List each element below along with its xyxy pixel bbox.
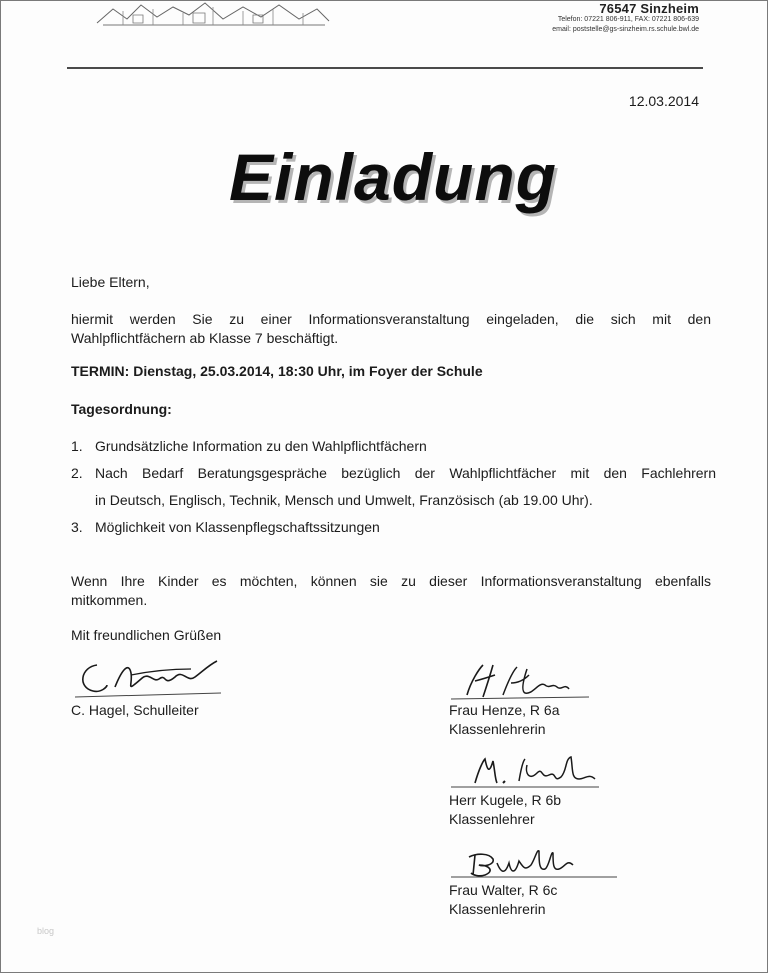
signature-kugele-handwriting	[449, 751, 619, 791]
signature-henze-name: Frau Henze, R 6a	[449, 702, 560, 718]
signature-henze-handwriting	[449, 661, 619, 701]
signature-block-walter	[449, 843, 619, 919]
agenda-item	[71, 433, 716, 460]
watermark: blog	[37, 926, 55, 936]
signature-principal-handwriting	[71, 657, 231, 701]
school-email: email: poststelle@gs-sinzheim.rs.schule.bwl.de	[552, 26, 699, 33]
intro-line-1: hiermit werden Sie zu einer Informationsveranstaltung eingeladen, die sich mit den	[71, 311, 711, 327]
signature-block-principal	[71, 657, 231, 720]
agenda-item-number: 2.	[71, 465, 83, 481]
school-building-sketch	[93, 1, 333, 27]
signature-henze-role: Klassenlehrerin	[449, 721, 546, 737]
signature-kugele-name: Herr Kugele, R 6b	[449, 792, 562, 808]
signature-walter-handwriting	[449, 843, 619, 881]
closing-line-2: mitkommen.	[71, 592, 148, 608]
agenda-heading: Tagesordnung:	[71, 401, 172, 417]
agenda-item-text-continued: in Deutsch, Englisch, Technik, Mensch und Umwelt, Französisch (ab 19.00 Uhr).	[95, 492, 593, 508]
closing-line-1: Wenn Ihre Kinder es möchten, können sie zu dieser Informationsveranstaltung ebenfalls	[71, 573, 711, 589]
signature-walter-role: Klassenlehrerin	[449, 901, 546, 917]
agenda-list	[71, 433, 716, 541]
agenda-item	[71, 460, 716, 514]
signature-block-henze	[449, 661, 619, 739]
agenda-item-text: Möglichkeit von Klassenpflegschaftssitzungen	[95, 519, 380, 535]
signature-walter-name: Frau Walter, R 6c	[449, 882, 558, 898]
salutation: Liebe Eltern,	[71, 274, 150, 290]
agenda-item-text: Grundsätzliche Information zu den Wahlpflichtfächern	[95, 438, 427, 454]
signature-kugele-role: Klassenlehrer	[449, 811, 535, 827]
signature-block-kugele	[449, 751, 619, 829]
regards: Mit freundlichen Grüßen	[71, 627, 222, 643]
closing-paragraph	[71, 572, 711, 610]
letter-title: Einladung	[229, 140, 557, 214]
event-termin: TERMIN: Dienstag, 25.03.2014, 18:30 Uhr, im Foyer der Schule	[71, 363, 483, 379]
agenda-item-text: Nach Bedarf Beratungsgespräche bezüglich der Wahlpflichtfächer mit den Fachlehrern	[95, 465, 716, 481]
agenda-item	[71, 514, 716, 541]
intro-paragraph	[71, 310, 711, 348]
school-phone: Telefon: 07221 806-911, FAX: 07221 806-639	[557, 16, 699, 23]
agenda-item-number: 3.	[71, 519, 83, 535]
letter-date: 12.03.2014	[628, 93, 699, 109]
agenda-item-number: 1.	[71, 438, 83, 454]
school-city: 76547 Sinzheim	[599, 1, 699, 16]
signature-principal-name: C. Hagel, Schulleiter	[71, 702, 199, 718]
header-divider	[67, 67, 703, 69]
intro-line-2: Wahlpflichtfächern ab Klasse 7 beschäftigt.	[71, 330, 339, 346]
